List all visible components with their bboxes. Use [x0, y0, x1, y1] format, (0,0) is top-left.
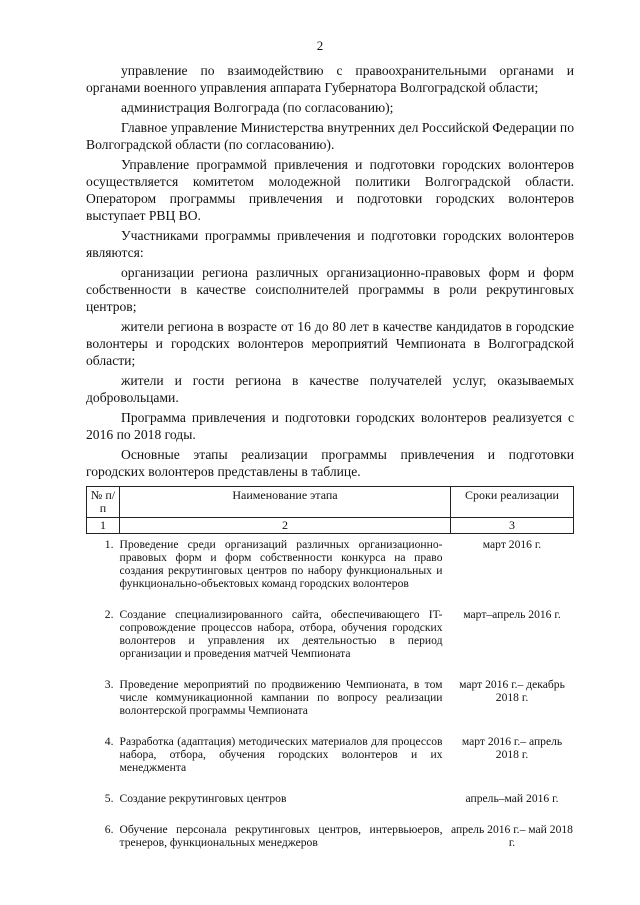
header-term: Сроки реализации [451, 487, 574, 518]
row-term: апрель 2016 г.– май 2018 г. [451, 823, 573, 849]
row-name: Обучение персонала рекрутинговых центров, интервьюеров, тренеров, функциональных менеджеров [119, 823, 443, 849]
row-num: 3. [104, 678, 114, 691]
paragraph: управление по взаимодействию с правоохранительными органами и органами военного управления аппарата Губернатора Волгоградской области; [86, 63, 574, 95]
paragraph: жители и гости региона в качестве получателей услуг, оказываемых добровольцами. [86, 373, 574, 405]
header-num: № п/п [87, 487, 120, 518]
row-num: 6. [104, 823, 114, 836]
paragraph: Участниками программы привлечения и подготовки городских волонтеров являются: [86, 228, 574, 260]
row-num: 4. [104, 735, 114, 748]
body-text [86, 62, 574, 480]
paragraph: Главное управление Министерства внутренних дел Российской Федерации по Волгоградской области (по согласованию). [86, 120, 574, 152]
table-header-row [87, 487, 574, 518]
table-row [87, 731, 574, 788]
paragraph: Программа привлечения и подготовки городских волонтеров реализуется с 2016 по 2018 годы. [86, 410, 574, 442]
column-number-row [87, 518, 574, 534]
row-num: 5. [104, 792, 114, 805]
row-name: Проведение среди организаций различных организационно-правовых форм и форм собственности конкурса на право создания рекрутинговых центров по набору функциональных и функционально-объектовых команд городских волонтеров [119, 538, 443, 590]
row-num: 2. [104, 608, 114, 621]
table-row [87, 819, 574, 863]
row-num: 1. [104, 538, 114, 551]
row-name: Проведение мероприятий по продвижению Чемпионата, в том числе коммуникационной кампании по вопросу реализации волонтерской программы Чемпионата [119, 678, 443, 717]
row-term: март 2016 г.– апрель 2018 г. [461, 735, 563, 761]
paragraph: Основные этапы реализации программы привлечения и подготовки городских волонтеров представлены в таблице. [86, 447, 574, 479]
row-name: Разработка (адаптация) методических материалов для процессов набора, отбора, обучения городских волонтеров и их менеджмента [119, 735, 443, 774]
row-term: март–апрель 2016 г. [463, 608, 561, 621]
row-name: Создание специализированного сайта, обеспечивающего IT-сопровождение процессов набора, отбора, обучения городских волонтеров и управления их деятельностью в период организации и проведения матчей Чемпионата [119, 608, 443, 660]
table-row [87, 534, 574, 605]
col-number: 3 [451, 518, 574, 534]
row-name: Создание рекрутинговых центров [119, 792, 287, 805]
row-term: март 2016 г.– декабрь 2018 г. [459, 678, 565, 704]
page-number: 2 [316, 38, 324, 53]
paragraph: Управление программой привлечения и подготовки городских волонтеров осуществляется комитетом молодежной политики Волгоградской области. Оператором программы привлечения и подготовки городских волонтеров выступает РВЦ ВО. [86, 157, 574, 223]
row-term: апрель–май 2016 г. [465, 792, 559, 805]
header-name: Наименование этапа [120, 487, 451, 518]
col-number: 1 [87, 518, 120, 534]
table-row [87, 674, 574, 731]
table-row [87, 788, 574, 819]
paragraph: администрация Волгограда (по согласованию); [121, 100, 394, 115]
col-number: 2 [120, 518, 451, 534]
stages-table [86, 486, 574, 863]
table-row [87, 604, 574, 674]
row-term: март 2016 г. [482, 538, 542, 551]
paragraph: жители региона в возрасте от 16 до 80 лет в качестве кандидатов в городские волонтеры и городских волонтеров мероприятий Чемпионата в Волгоградской области; [86, 319, 574, 368]
paragraph: организации региона различных организационно-правовых форм и форм собственности в качестве соисполнителей программы в роли рекрутинговых центров; [86, 265, 574, 314]
